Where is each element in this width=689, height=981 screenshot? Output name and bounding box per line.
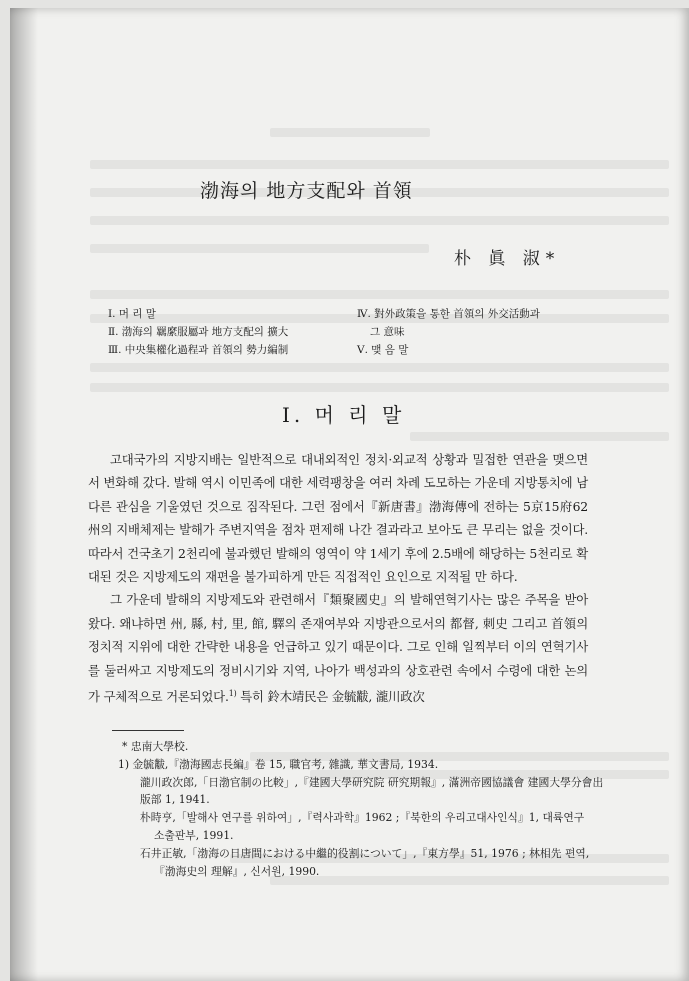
footnote-line: 1) 金毓黻,『渤海國志長編』卷 15, 職官考, 雜識, 華文書局, 1934. <box>118 757 439 771</box>
footnote-affiliation: * 忠南大學校. <box>122 740 189 753</box>
article-body <box>88 448 588 709</box>
toc-item-4-cont: 그 意味 <box>370 326 405 338</box>
footnote-line: 瀧川政次郎,「日渤官制の比較」,『建國大學研究院 研究期報』, 滿洲帝國協議會 建國大學分會出 <box>140 775 604 789</box>
footnote-line: 版部 1, 1941. <box>140 793 210 807</box>
paragraph-2-text: 그 가운데 발해의 지방제도와 관련해서『類聚國史』의 발해연혁기사는 많은 주목을 받아왔다. 왜냐하면 州, 縣, 村, 里, 館, 驛의 존재여부와 지방관으로서의 都督, 刺史 그리고 首領의 정치적 지위에 대한 간략한 내용을 언급하고 있기 때문이다. 그로 인해 일찍부터 이의 연혁기사를 둘러싸고 지방제도의 정비시기와 지역, 나아가 백성과의 상호관련 속에서 수령에 대한 논의가 구체적으로 거론되었다. <box>88 592 588 705</box>
toc-item-5: Ⅴ. 맺 음 말 <box>357 344 409 356</box>
toc-item-2: Ⅱ. 渤海의 羈縻服屬과 地方支配의 擴大 <box>108 326 289 338</box>
paragraph-1: 고대국가의 지방지배는 일반적으로 대내외적인 정치·외교적 상황과 밀접한 연관을 맺으면서 변화해 갔다. 발해 역시 이민족에 대한 세력팽창을 여러 차례 도모하는 가운데 지방통치에 남다른 관심을 기울였던 것으로 짐작된다. 그런 점에서『新唐書』渤海傳에 전하는 5京15府62州의 지배체제는 발해가 주변지역을 점차 편제해 나간 결과라고 보아도 큰 무리는 없을 것이다. 따라서 건국초기 2천리에 불과했던 발해의 영역이 약 1세기 후에 2.5배에 해당하는 5천리로 확대된 것은 지방제도의 재편을 불가피하게 만든 직접적인 요인으로 지적될 만 하다. <box>88 452 588 585</box>
footnote-marker: 1) <box>228 689 237 699</box>
footnote-line: 『渤海史의 理解』, 신서원, 1990. <box>154 864 320 878</box>
footnote-line: 소출판부, 1991. <box>154 828 234 842</box>
footnote-line: 朴時亨,「발해사 연구를 위하여」,『력사과학』1962 ;『북한의 우리고대사인식』1, 대륙연구 <box>140 811 585 825</box>
section-heading: Ⅰ. 머 리 말 <box>282 403 406 427</box>
toc-item-3: Ⅲ. 中央集權化過程과 首領의 勢力編制 <box>108 344 289 356</box>
paragraph-2 <box>88 588 588 708</box>
footnote-divider <box>112 730 184 731</box>
article-title: 渤海의 地方支配와 首領 <box>200 180 413 202</box>
toc-item-1: Ⅰ. 머 리 말 <box>108 308 156 320</box>
author-name: 朴 眞 淑* <box>454 249 561 269</box>
toc-item-4: Ⅳ. 對外政策을 통한 首領의 外交活動과 <box>357 308 540 320</box>
footnote-line: 石井正敏,「渤海の日唐間における中繼的役割について」,『東方學』51, 1976 ; 林相先 편역, <box>140 846 590 860</box>
paragraph-2-tail: 특히 鈴木靖民은 金毓黻, 瀧川政次 <box>236 689 425 705</box>
footnotes <box>118 738 604 880</box>
